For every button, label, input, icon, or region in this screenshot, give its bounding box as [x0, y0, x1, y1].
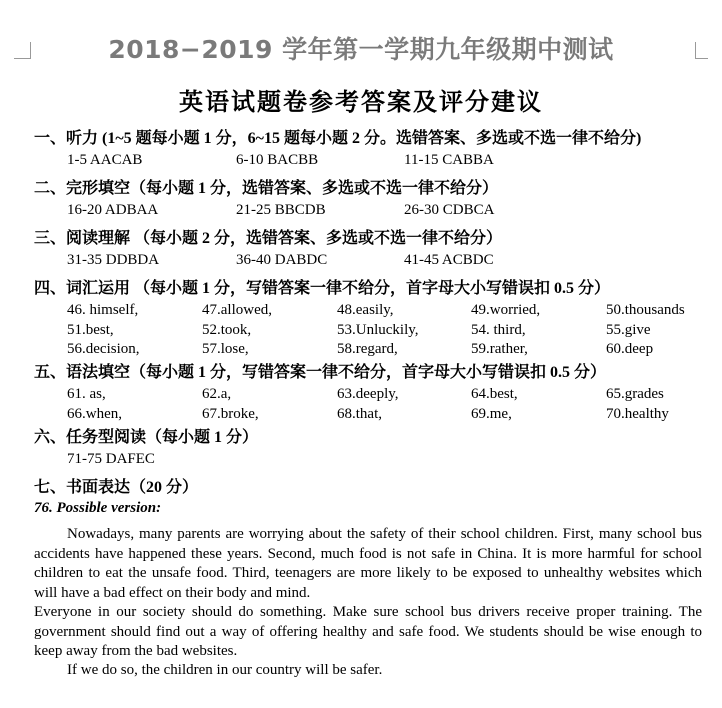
answer-item: 66.when,: [67, 406, 122, 422]
answer-item: 61. as,: [67, 386, 106, 402]
answer-item: 54. third,: [471, 322, 526, 338]
answer-item: 41-45 ACBDC: [404, 252, 494, 268]
section-vocabulary-heading: 四、词汇运用 （每小题 1 分，写错答案一律不给分，首字母大小写错误扣 0.5 分）: [34, 280, 611, 297]
answer-item: 64.best,: [471, 386, 518, 402]
answer-item: 60.deep: [606, 341, 654, 357]
answer-item: 62.a,: [202, 386, 232, 402]
answer-item: 48.easily,: [337, 302, 394, 318]
answer-item: 68.that,: [337, 406, 382, 422]
answer-item: 21-25 BBCDB: [236, 202, 326, 218]
answer-item: 31-35 DDBDA: [67, 252, 160, 268]
section-task-reading-heading: 六、任务型阅读（每小题 1 分）: [34, 429, 259, 446]
section-cloze-heading: 二、完形填空（每小题 1 分，选错答案、多选或不选一律不给分）: [34, 180, 499, 197]
section-grammar-heading: 五、语法填空（每小题 1 分，写错答案一律不给分，首字母大小写错误扣 0.5 分）: [34, 364, 607, 381]
section-listening-heading: 一、听力 (1~5 题每小题 1 分，6~15 题每小题 2 分。选错答案、多选或不选一律不给分): [34, 130, 642, 147]
answer-item: 49.worried,: [471, 302, 541, 318]
essay-paragraph: Nowadays, many parents are worrying about the safety of their school children. First, many school bus accidents have happened these years. Second, much food is not safe in China. It is more harmful for school children to eat the unsafe food. Third, teenagers are more likely to be exposed to unhealthy websites which will have a bad effect on their body and mind.: [34, 526, 702, 601]
answer-item: 65.grades: [606, 386, 664, 402]
answer-item: 58.regard,: [337, 341, 398, 357]
answer-item: 50.thousands: [606, 302, 685, 318]
answer-item: 26-30 CDBCA: [404, 202, 495, 218]
answer-item: 56.decision,: [67, 341, 140, 357]
answer-item: 55.give: [606, 322, 651, 338]
essay-label: 76. Possible version:: [34, 500, 162, 516]
essay-paragraph: If we do so, the children in our country will be safer.: [67, 662, 383, 678]
answer-item: 11-15 CABBA: [404, 152, 494, 168]
answer-item: 16-20 ADBAA: [67, 202, 159, 218]
answer-item: 51.best,: [67, 322, 114, 338]
exam-title: 2018−2019 学年第一学期九年级期中测试: [108, 35, 614, 64]
answer-item: 71-75 DAFEC: [67, 451, 155, 467]
section-writing-heading: 七、书面表达（20 分）: [34, 479, 199, 496]
answer-item: 63.deeply,: [337, 386, 399, 402]
answer-item: 36-40 DABDC: [236, 252, 328, 268]
answer-item: 59.rather,: [471, 341, 528, 357]
answer-item: 67.broke,: [202, 406, 259, 422]
answer-key-title: 英语试题卷参考答案及评分建议: [179, 90, 543, 116]
answer-item: 53.Unluckily,: [337, 322, 419, 338]
answer-item: 1-5 AACAB: [67, 152, 143, 168]
section-reading-heading: 三、阅读理解 （每小题 2 分，选错答案、多选或不选一律不给分）: [34, 230, 503, 247]
answer-item: 52.took,: [202, 322, 252, 338]
answer-item: 57.lose,: [202, 341, 249, 357]
answer-item: 70.healthy: [606, 406, 669, 422]
essay-paragraph: Everyone in our society should do something. Make sure school bus drivers receive proper training. The government should find out a way of offering healthy and safe food. We students should be wise enough to keep away from the bad websites.: [34, 604, 702, 659]
answer-item: 47.allowed,: [202, 302, 272, 318]
answer-item: 46. himself,: [67, 302, 139, 318]
answer-item: 6-10 BACBB: [236, 152, 319, 168]
answer-item: 69.me,: [471, 406, 512, 422]
